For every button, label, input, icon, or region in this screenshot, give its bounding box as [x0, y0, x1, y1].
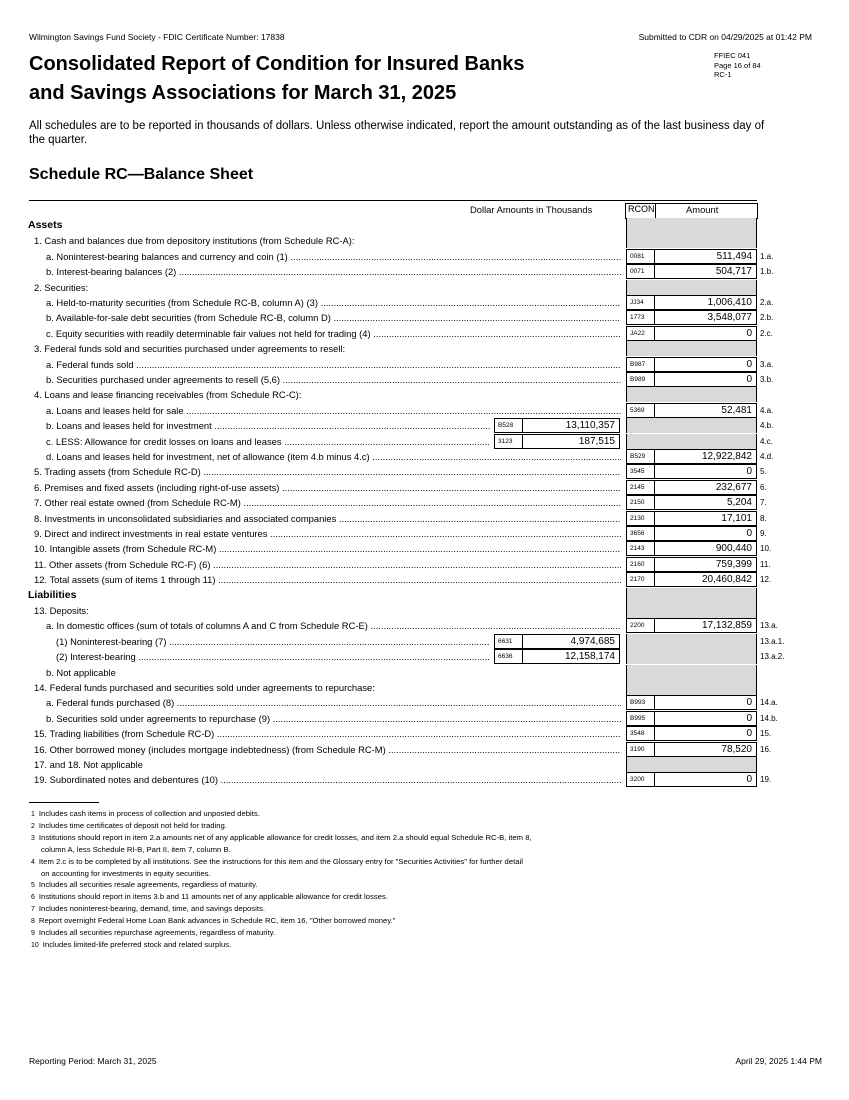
item-reference: 10. — [760, 544, 772, 553]
footer-timestamp: April 29, 2025 1:44 PM — [735, 1056, 822, 1066]
rcon-code: 6631 — [494, 634, 523, 649]
item-reference: 14.a. — [760, 698, 778, 707]
title-line-1: Consolidated Report of Condition for Insured Banks — [29, 53, 525, 75]
row-label: b. Securities purchased under agreements to resell (5,6) ..... — [46, 372, 621, 387]
table-row — [0, 249, 849, 264]
table-row — [0, 649, 849, 664]
shaded-cell — [626, 634, 757, 649]
row-label: 13. Deposits: — [34, 605, 89, 616]
intro-text: All schedules are to be reported in thousands of dollars. Unless otherwise indicated, report the amount outstanding as of the last business day of the quarter. — [29, 120, 765, 146]
section-header: Liabilities — [28, 589, 77, 601]
table-row — [0, 480, 849, 495]
table-row — [0, 264, 849, 279]
row-label: 1. Cash and balances due from depository institutions (from Schedule RC-A): — [34, 235, 355, 246]
amount-value: 0 — [655, 464, 757, 479]
shaded-cell — [626, 680, 757, 695]
amount-value: 0 — [655, 711, 757, 726]
table-row — [0, 711, 849, 726]
item-reference: 13.a. — [760, 621, 778, 630]
item-reference: 1.b. — [760, 267, 774, 276]
table-row — [0, 295, 849, 310]
item-reference: 13.a.2. — [760, 652, 785, 661]
table-row — [0, 572, 849, 587]
table-row — [0, 634, 849, 649]
row-label: b. Not applicable — [46, 667, 116, 678]
table-row — [0, 511, 849, 526]
footnote-text: Includes cash items in process of collection and unposted debits. — [38, 809, 260, 818]
footnote-number: 3 — [31, 835, 35, 842]
rcon-code: 3190 — [626, 742, 655, 757]
rcon-code: 2143 — [626, 541, 655, 556]
amount-value: 20,460,842 — [655, 572, 757, 587]
rcon-code: 2130 — [626, 511, 655, 526]
row-label: (1) Noninterest-bearing (7) ..... — [56, 634, 490, 649]
row-label: 5. Trading assets (from Schedule RC-D) ..... — [34, 464, 621, 479]
item-reference: 19. — [760, 775, 772, 784]
footnote-number: 10 — [31, 942, 39, 949]
footnote — [31, 927, 275, 939]
footnote-number: 5 — [31, 882, 35, 889]
row-label: 10. Intangible assets (from Schedule RC-M) ..... — [34, 541, 621, 556]
form-identifier — [714, 51, 761, 80]
shaded-cell — [626, 588, 757, 603]
dollar-amounts-label: Dollar Amounts in Thousands — [470, 204, 593, 215]
row-label: 9. Direct and indirect investments in real estate ventures ..... — [34, 526, 621, 541]
footnote-text: Includes limited-life preferred stock and related surplus. — [42, 940, 232, 949]
table-row — [0, 418, 849, 433]
row-label: 7. Other real estate owned (from Schedule RC-M) ..... — [34, 495, 621, 510]
item-reference: 4.d. — [760, 452, 774, 461]
footnote — [31, 903, 265, 915]
table-row — [0, 695, 849, 710]
shaded-cell — [626, 757, 757, 772]
amount-value: 504,717 — [655, 264, 757, 279]
item-reference: 9. — [760, 529, 767, 538]
table-row — [0, 541, 849, 556]
institution-header: Wilmington Savings Fund Society - FDIC Certificate Number: 17838 — [29, 32, 285, 42]
table-row — [0, 680, 849, 695]
table-row — [0, 557, 849, 572]
shaded-cell — [626, 418, 757, 433]
amount-value: 12,158,174 — [523, 649, 620, 664]
rcon-code: 3200 — [626, 772, 655, 787]
reporting-period: Reporting Period: March 31, 2025 — [29, 1056, 157, 1066]
amount-value: 0 — [655, 357, 757, 372]
footnote — [31, 808, 260, 820]
footnote — [31, 939, 231, 951]
table-row — [0, 387, 849, 402]
schedule-code: RC-1 — [714, 70, 732, 79]
row-label: b. Available-for-sale debt securities (from Schedule RC-B, column D) ..... — [46, 310, 621, 325]
shaded-cell — [626, 603, 757, 618]
footnote — [31, 820, 227, 832]
footnote-text: Includes noninterest-bearing, demand, time, and savings deposits. — [38, 904, 265, 913]
table-row — [0, 341, 849, 356]
rcon-code: JA22 — [626, 326, 655, 341]
item-reference: 11. — [760, 560, 771, 569]
shaded-cell — [626, 233, 757, 248]
row-label: 8. Investments in unconsolidated subsidiaries and associated companies ..... — [34, 511, 621, 526]
amount-value: 5,204 — [655, 495, 757, 510]
row-label: 11. Other assets (from Schedule RC-F) (6) ..... — [34, 557, 621, 572]
row-label: 2. Securities: — [34, 282, 89, 293]
schedule-title: Schedule RC—Balance Sheet — [29, 166, 254, 183]
amount-value: 511,494 — [655, 249, 757, 264]
amount-value: 0 — [655, 726, 757, 741]
footnote-text: Institutions should report in item 2.a amounts net of any applicable allowance for credit losses, and item 2.a should equal Schedule RC-B, item 8, — [38, 833, 532, 842]
amount-column-header: Amount — [686, 204, 719, 215]
row-label: b. Interest-bearing balances (2) ..... — [46, 264, 621, 279]
amount-value: 0 — [655, 326, 757, 341]
item-reference: 1.a. — [760, 252, 774, 261]
shaded-cell — [626, 218, 757, 233]
form-number: FFIEC 041 — [714, 51, 751, 60]
footnote-number: 6 — [31, 894, 35, 901]
table-row — [0, 403, 849, 418]
rcon-code: 2170 — [626, 572, 655, 587]
table-row — [0, 326, 849, 341]
amount-value: 12,922,842 — [655, 449, 757, 464]
rcon-code: B987 — [626, 357, 655, 372]
row-label: a. Noninterest-bearing balances and currency and coin (1) ..... — [46, 249, 621, 264]
rcon-code: B995 — [626, 711, 655, 726]
row-label: a. Federal funds sold ..... — [46, 357, 621, 372]
row-label: a. In domestic offices (sum of totals of columns A and C from Schedule RC-E) ..... — [46, 618, 621, 633]
rcon-code: B529 — [626, 449, 655, 464]
amount-value: 17,101 — [655, 511, 757, 526]
item-reference: 2.a. — [760, 298, 774, 307]
rcon-code: 2150 — [626, 495, 655, 510]
footnote-number: 4 — [31, 859, 35, 866]
table-row — [0, 665, 849, 680]
page-title — [29, 50, 525, 108]
table-row — [0, 233, 849, 248]
row-label: 14. Federal funds purchased and securities sold under agreements to repurchase: — [34, 682, 375, 693]
shaded-cell — [626, 387, 757, 402]
amount-value: 52,481 — [655, 403, 757, 418]
table-row — [0, 772, 849, 787]
item-reference: 16. — [760, 745, 772, 754]
item-reference: 14.b. — [760, 714, 778, 723]
amount-value: 900,440 — [655, 541, 757, 556]
footnote — [31, 832, 532, 844]
footnote-rule — [29, 802, 99, 803]
row-label: 15. Trading liabilities (from Schedule RC-D) ..... — [34, 726, 621, 741]
row-label: 19. Subordinated notes and debentures (10) ..... — [34, 772, 621, 787]
rcon-code: 3656 — [626, 526, 655, 541]
item-reference: 3.b. — [760, 375, 774, 384]
table-row — [0, 618, 849, 633]
table-row — [0, 757, 849, 772]
rcon-code: 3123 — [494, 434, 523, 449]
table-header-row — [0, 203, 849, 218]
amount-value: 0 — [655, 372, 757, 387]
amount-value: 0 — [655, 526, 757, 541]
footnote-number: 2 — [31, 823, 35, 830]
amount-value: 13,110,357 — [523, 418, 620, 433]
footnote-text: Institutions should report in items 3.b and 11 amounts net of any applicable allowance for credit losses. — [38, 892, 388, 901]
table-row — [0, 372, 849, 387]
row-label: a. Loans and leases held for sale ..... — [46, 403, 621, 418]
row-label: (2) Interest-bearing ..... — [56, 649, 490, 664]
row-label: 16. Other borrowed money (includes mortgage indebtedness) (from Schedule RC-M) ..... — [34, 742, 621, 757]
rcon-code: B528 — [494, 418, 523, 433]
divider — [29, 200, 757, 201]
footnote-text: Includes all securities resale agreements, regardless of maturity. — [38, 880, 258, 889]
footnote-text: Report overnight Federal Home Loan Bank advances in Schedule RC, item 16, "Other borrowed money." — [38, 916, 396, 925]
rcon-code: 2200 — [626, 618, 655, 633]
row-label: 12. Total assets (sum of items 1 through 11) ..... — [34, 572, 621, 587]
title-line-2: and Savings Associations for March 31, 2025 — [29, 82, 457, 104]
shaded-cell — [626, 665, 757, 680]
row-label: 4. Loans and lease financing receivables (from Schedule RC-C): — [34, 389, 302, 400]
footnote-number: 9 — [31, 930, 35, 937]
table-row — [0, 218, 849, 233]
item-reference: 5. — [760, 467, 767, 476]
row-label: c. LESS: Allowance for credit losses on loans and leases ..... — [46, 434, 490, 449]
amount-value: 232,677 — [655, 480, 757, 495]
footnote — [31, 844, 231, 855]
rcon-code: 3548 — [626, 726, 655, 741]
page-number: Page 16 of 84 — [714, 60, 761, 70]
footnote-number: 7 — [31, 906, 35, 913]
table-row — [0, 495, 849, 510]
shaded-cell — [626, 434, 757, 449]
submission-stamp: Submitted to CDR on 04/29/2025 at 01:42 PM — [638, 32, 812, 42]
section-header: Assets — [28, 219, 63, 231]
table-row — [0, 310, 849, 325]
rcon-code: 0081 — [626, 249, 655, 264]
rcon-column-header: RCON — [628, 204, 655, 214]
table-row — [0, 742, 849, 757]
item-reference: 6. — [760, 483, 767, 492]
amount-value: 78,520 — [655, 742, 757, 757]
rcon-code: JJ34 — [626, 295, 655, 310]
item-reference: 8. — [760, 514, 767, 523]
row-label: 3. Federal funds sold and securities purchased under agreements to resell: — [34, 343, 346, 354]
item-reference: 4.a. — [760, 406, 774, 415]
footnote-number: 1 — [31, 811, 35, 818]
item-reference: 13.a.1. — [760, 637, 785, 646]
rcon-code: 0071 — [626, 264, 655, 279]
rcon-code: 2145 — [626, 480, 655, 495]
table-row — [0, 449, 849, 464]
row-label: a. Federal funds purchased (8) ..... — [46, 695, 621, 710]
item-reference: 2.b. — [760, 313, 774, 322]
shaded-cell — [626, 280, 757, 295]
rcon-code: 1773 — [626, 310, 655, 325]
amount-value: 0 — [655, 772, 757, 787]
rcon-code: B993 — [626, 695, 655, 710]
item-reference: 3.a. — [760, 360, 774, 369]
amount-value: 3,548,077 — [655, 310, 757, 325]
table-row — [0, 280, 849, 295]
item-reference: 2.c. — [760, 329, 773, 338]
rcon-code: 3545 — [626, 464, 655, 479]
footnote — [31, 891, 388, 903]
amount-value: 0 — [655, 695, 757, 710]
row-label: b. Securities sold under agreements to repurchase (9) ..... — [46, 711, 621, 726]
row-label: d. Loans and leases held for investment, net of allowance (item 4.b minus 4.c) ..... — [46, 449, 621, 464]
table-row — [0, 526, 849, 541]
footnote — [31, 856, 523, 868]
item-reference: 4.b. — [760, 421, 774, 430]
row-label: b. Loans and leases held for investment ..... — [46, 418, 490, 433]
footnote-number: 8 — [31, 918, 35, 925]
item-reference: 4.c. — [760, 437, 773, 446]
row-label: a. Held-to-maturity securities (from Schedule RC-B, column A) (3) ..... — [46, 295, 621, 310]
rcon-code: B989 — [626, 372, 655, 387]
table-row — [0, 357, 849, 372]
item-reference: 15. — [760, 729, 772, 738]
amount-value: 759,399 — [655, 557, 757, 572]
item-reference: 12. — [760, 575, 772, 584]
row-label: c. Equity securities with readily determinable fair values not held for trading (4) ..... — [46, 326, 621, 341]
amount-value: 187,515 — [523, 434, 620, 449]
table-row — [0, 434, 849, 449]
footnote-text: Includes all securities repurchase agreements, regardless of maturity. — [38, 928, 276, 937]
shaded-cell — [626, 341, 757, 356]
table-row — [0, 726, 849, 741]
table-row — [0, 588, 849, 603]
footnote — [31, 915, 395, 927]
row-label: 6. Premises and fixed assets (including right-of-use assets) ..... — [34, 480, 621, 495]
shaded-cell — [626, 649, 757, 664]
item-reference: 7. — [760, 498, 767, 507]
footnote — [31, 868, 211, 879]
table-row — [0, 464, 849, 479]
footnote-text: Includes time certificates of deposit not held for trading. — [38, 821, 227, 830]
row-label: 17. and 18. Not applicable — [34, 759, 143, 770]
rcon-code: 5369 — [626, 403, 655, 418]
footnote — [31, 879, 258, 891]
amount-value: 17,132,859 — [655, 618, 757, 633]
amount-value: 1,006,410 — [655, 295, 757, 310]
amount-value: 4,974,685 — [523, 634, 620, 649]
rcon-code: 6636 — [494, 649, 523, 664]
table-row — [0, 603, 849, 618]
footnote-text: column A, less Schedule RI-B, Part II, item 7, column B. — [41, 845, 231, 854]
footnote-text: on accounting for investments in equity securities. — [41, 869, 211, 878]
rcon-code: 2160 — [626, 557, 655, 572]
footnote-text: Item 2.c is to be completed by all institutions. See the instructions for this item and the Glossary entry for "Securities Activities" for further detail — [38, 857, 523, 866]
